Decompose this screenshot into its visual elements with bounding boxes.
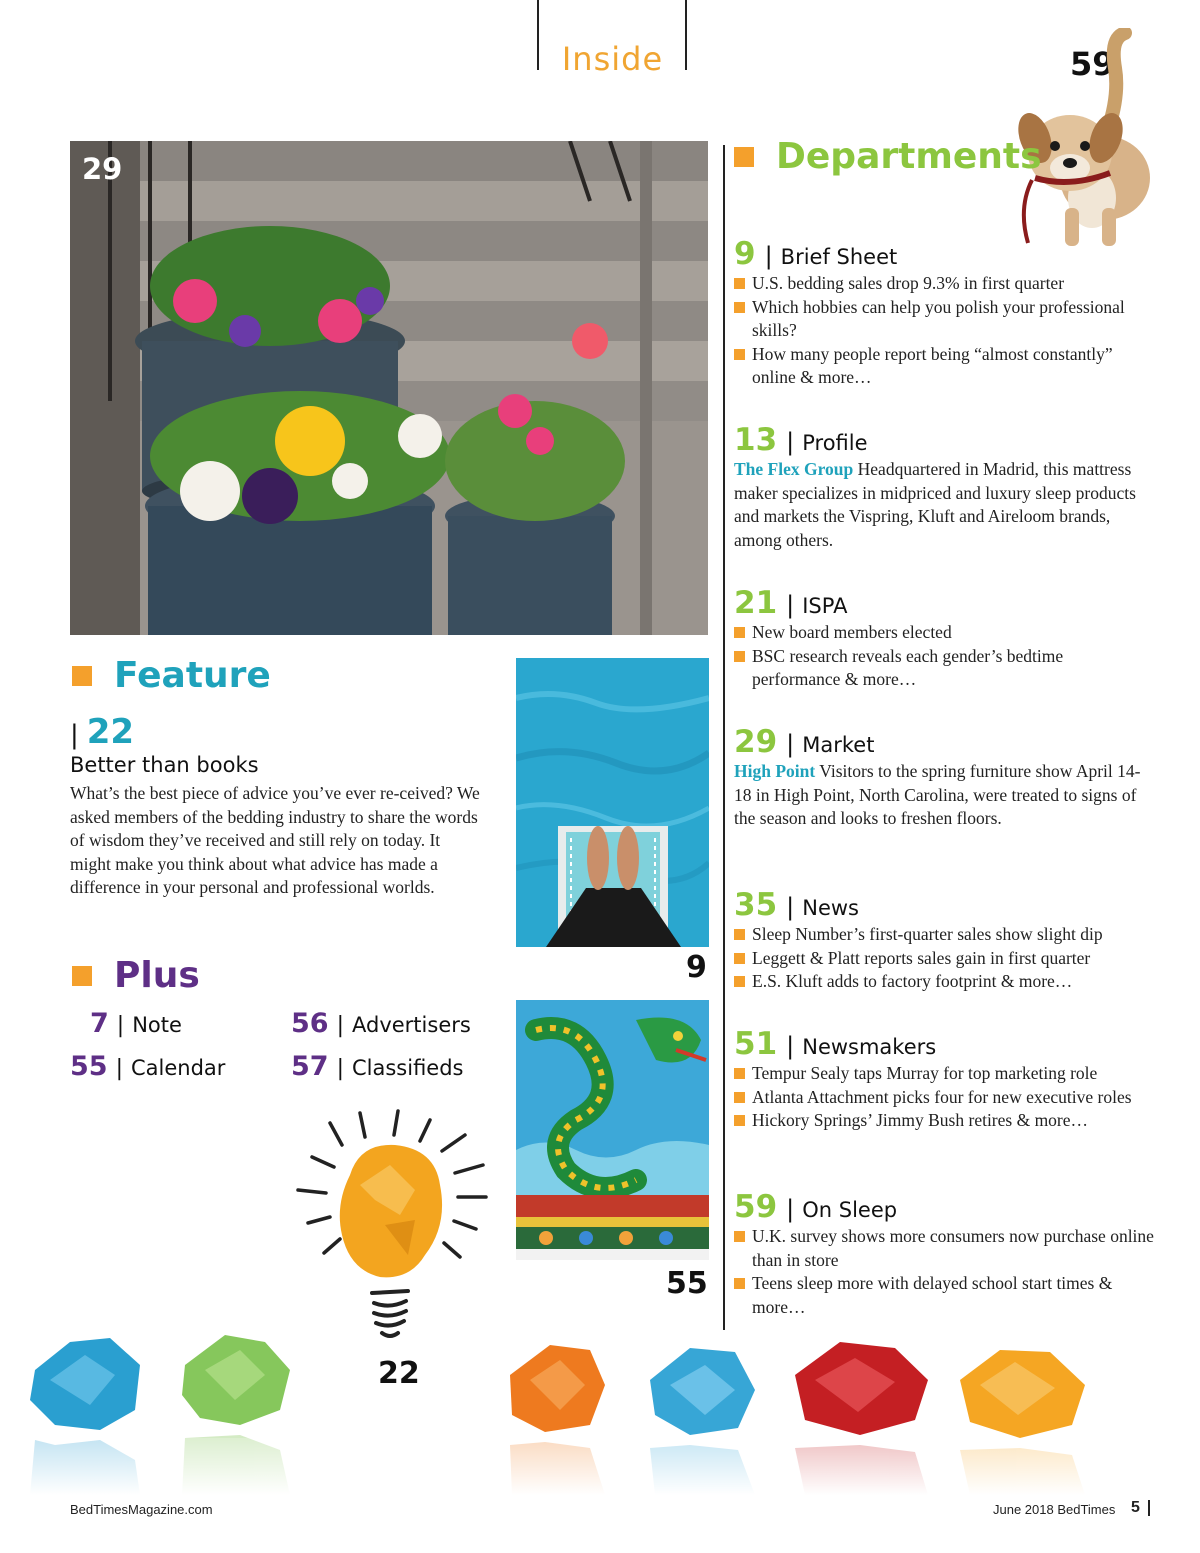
- dept-separator: |: [764, 242, 773, 270]
- plus-heading-text: Plus: [114, 955, 200, 996]
- footer-rule: [1148, 1500, 1150, 1516]
- feature-square-icon: [72, 666, 92, 686]
- plus-number: 56: [291, 1008, 329, 1039]
- dept-title: [734, 422, 1154, 458]
- dept-number: 9: [734, 236, 756, 272]
- feature-description: What’s the best piece of advice you’ve ever re-ceived? We asked members of the bedding industry to share the words of wisdom they’ve received and still rely on today. It might make you think about what advice has made a difference in your personal and professional worlds.: [70, 783, 480, 897]
- feature-heading: [72, 655, 271, 696]
- feature-separator: |: [70, 720, 79, 750]
- dept-text: Headquartered in Madrid, this mattress maker specializes in midpriced and luxury sleep products and markets the Vispring, Kluft and Aireloom brands, among others.: [734, 459, 1136, 550]
- footer-site[interactable]: BedTimesMagazine.com: [70, 1502, 213, 1517]
- column-divider: [723, 145, 725, 1330]
- dept-separator: |: [786, 1195, 795, 1223]
- plus-separator: |: [336, 1013, 344, 1038]
- dept-bullet: Sleep Number’s first-quarter sales show slight dip: [734, 923, 1154, 947]
- dept-separator: |: [786, 730, 795, 758]
- plus-label: Classifieds: [352, 1056, 464, 1080]
- bulb-page-number: 22: [378, 1356, 420, 1391]
- dept-number: 35: [734, 887, 778, 923]
- dept-paragraph: [734, 760, 1154, 831]
- dragon-page-number: 55: [666, 1266, 708, 1301]
- dept-bullet: Which hobbies can help you polish your professional skills?: [734, 296, 1154, 343]
- dept-title: [734, 724, 1154, 760]
- dept-name: Market: [802, 733, 875, 757]
- dept-name: Newsmakers: [802, 1035, 937, 1059]
- dept-title: [734, 887, 1154, 923]
- dept-number: 21: [734, 585, 778, 621]
- dept-bullet: New board members elected: [734, 621, 1154, 645]
- dept-bullet: U.K. survey shows more consumers now purchase online than in store: [734, 1225, 1154, 1272]
- dept-lead: The Flex Group: [734, 459, 854, 479]
- dept-separator: |: [786, 893, 795, 921]
- dept-brief-sheet[interactable]: [734, 236, 1154, 390]
- departments-square-icon: [734, 147, 754, 167]
- flowers-page-number: 29: [82, 152, 123, 186]
- crumpled-paper-row: [0, 1320, 1200, 1495]
- header-rule-left: [537, 0, 539, 70]
- dept-name: On Sleep: [802, 1198, 898, 1222]
- dept-newsmakers[interactable]: [734, 1026, 1154, 1133]
- dept-market[interactable]: [734, 724, 1154, 831]
- dept-bullet: Leggett & Platt reports sales gain in first quarter: [734, 947, 1154, 971]
- dept-ispa[interactable]: [734, 585, 1154, 692]
- plus-label: Advertisers: [352, 1013, 471, 1037]
- flowers-photo: [70, 141, 708, 635]
- dept-bullet: Tempur Sealy taps Murray for top marketing role: [734, 1062, 1154, 1086]
- departments-heading-text: Departments: [776, 136, 1042, 177]
- feature-number-row[interactable]: [70, 712, 134, 752]
- plus-item-advertisers[interactable]: [291, 1008, 471, 1039]
- plus-item-note[interactable]: [90, 1008, 182, 1039]
- plus-label: Calendar: [131, 1056, 226, 1080]
- dept-text: Visitors to the spring furniture show April 14-18 in High Point, North Carolina, were treated to signs of the season and looks to freshen floors.: [734, 761, 1141, 828]
- dept-bullet: Hickory Springs’ Jimmy Bush retires & more…: [734, 1109, 1154, 1133]
- lightbulb-illustration: [290, 1105, 490, 1350]
- dept-bullet: How many people report being “almost constantly” online & more…: [734, 343, 1154, 390]
- dept-bullet: U.S. bedding sales drop 9.3% in first quarter: [734, 272, 1154, 296]
- dept-separator: |: [786, 591, 795, 619]
- dept-number: 59: [734, 1189, 778, 1225]
- plus-number: 7: [90, 1008, 109, 1039]
- footer-page-number: 5: [1131, 1499, 1140, 1516]
- plus-item-calendar[interactable]: [70, 1051, 225, 1082]
- dept-title: [734, 236, 1154, 272]
- dept-number: 13: [734, 422, 778, 458]
- pool-photo: [516, 658, 709, 947]
- plus-number: 57: [291, 1051, 329, 1082]
- feature-title[interactable]: Better than books: [70, 753, 259, 777]
- plus-label: Note: [132, 1013, 182, 1037]
- dept-number: 29: [734, 724, 778, 760]
- dept-profile[interactable]: [734, 422, 1154, 552]
- plus-separator: |: [116, 1013, 125, 1038]
- dept-number: 51: [734, 1026, 778, 1062]
- dragon-photo: [516, 1000, 709, 1260]
- dept-name: Profile: [802, 431, 868, 455]
- plus-separator: |: [115, 1056, 123, 1081]
- dept-lead: High Point: [734, 761, 816, 781]
- footer-issue: June 2018 BedTimes: [993, 1502, 1116, 1517]
- dept-separator: |: [786, 1032, 795, 1060]
- dept-news[interactable]: [734, 887, 1154, 994]
- dept-bullet: BSC research reveals each gender’s bedtime performance & more…: [734, 645, 1154, 692]
- dept-name: News: [802, 896, 859, 920]
- dept-name: Brief Sheet: [780, 245, 898, 269]
- plus-separator: |: [336, 1056, 344, 1081]
- dept-bullet: E.S. Kluft adds to factory footprint & more…: [734, 970, 1154, 994]
- feature-heading-text: Feature: [114, 655, 271, 696]
- dog-page-number: 59: [1070, 45, 1115, 83]
- header-rule-right: [685, 0, 687, 70]
- dept-name: ISPA: [802, 594, 848, 618]
- inside-label: Inside: [561, 40, 664, 78]
- feature-number: 22: [86, 712, 135, 752]
- departments-heading: [734, 136, 1042, 177]
- plus-item-classifieds[interactable]: [291, 1051, 464, 1082]
- dept-title: [734, 1026, 1154, 1062]
- dept-title: [734, 1189, 1154, 1225]
- dept-separator: |: [786, 428, 795, 456]
- dept-title: [734, 585, 1154, 621]
- plus-square-icon: [72, 966, 92, 986]
- pool-page-number: 9: [686, 950, 707, 985]
- dept-bullet: Atlanta Attachment picks four for new executive roles: [734, 1086, 1154, 1110]
- plus-number: 55: [70, 1051, 108, 1082]
- plus-heading: [72, 955, 200, 996]
- dept-bullet: Teens sleep more with delayed school start times & more…: [734, 1272, 1154, 1319]
- dept-paragraph: [734, 458, 1154, 552]
- dept-on-sleep[interactable]: [734, 1189, 1154, 1319]
